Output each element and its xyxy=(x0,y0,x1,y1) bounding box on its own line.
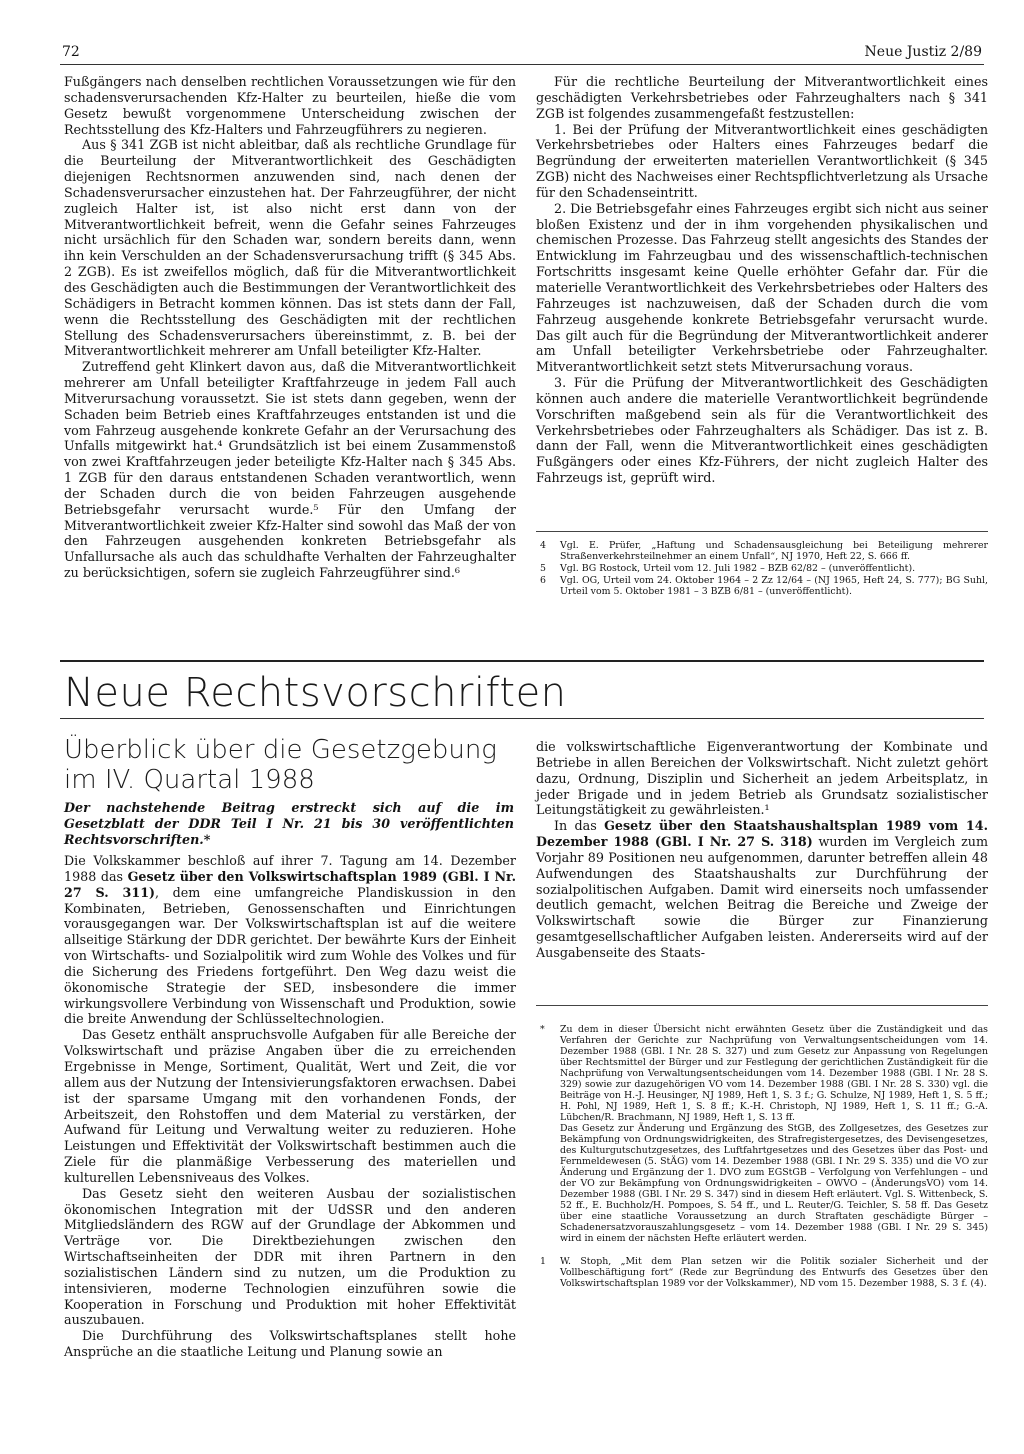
footnote-text: Vgl. BG Rostock, Urteil vom 12. Juli 1982 – BZB 62/82 – (unveröffentlicht). xyxy=(560,563,916,574)
footnote-text: Vgl. OG, Urteil vom 24. Oktober 1964 – 2 Zz 12/64 – (NJ 1965, Heft 24, S. 777); BG Suhl, Urteil vom 5. Oktober 1981 – 3 BZB 6/81 – (unveröffentlicht). xyxy=(560,575,988,597)
paragraph: Für die rechtliche Beurteilung der Mitverantwortlichkeit eines geschädigten Verkehrsbetriebes oder Fahrzeughalters nach § 341 ZGB ist folgendes zusammengefaßt festzustellen: xyxy=(536,74,988,121)
paragraph: Das Gesetz enthält anspruchsvolle Aufgaben für alle Bereiche der Volkswirtschaft und präzise Angaben über die zu erreichenden Ergebnisse in Menge, Sortiment, Qualität, Wert und Zeit, die vor allem aus der Nutzung der Intensivierungsfaktoren erwachsen. Dabei ist der sparsame Umgang mit den vorhandenen Fonds, der Arbeitszeit, den Rohstoffen und dem Material zu verstärken, der Aufwand für Leitung und Verwaltung weiter zu reduzieren. Hohe Leistungen und Effektivität der Volkswirtschaft bestimmen auch die Ziele für die planmäßige Verbesserung des materiellen und kulturellen Lebensniveaus des Volkes. xyxy=(64,1027,516,1185)
footnote-text: Vgl. E. Prüfer, „Haftung und Schadensausgleichung bei Beteiligung mehrerer Straßenverkehrsteilnehmer an einem Unfall“, NJ 1970, Heft 22, S. 666 ff. xyxy=(560,540,988,562)
text: wurden im Vergleich zum Vorjahr 89 Positionen neu aufgenommen, darunter betreffen allein 48 Aufwendungen des Staatshaushalts zur Durchführung der sozialpolitischen Aufgaben. Damit wird einerseits noch umfassender deutlich gemacht, welchen Beitrag die Bereiche und Zweige der Volkswirtschaft sowie die Bürger zur Finanzierung gesamtgesellschaftlicher Aufgaben leisten. Andererseits wird auf der Ausgabenseite des Staats- xyxy=(536,834,988,960)
footnote xyxy=(540,1024,988,1244)
paragraph: 2. Die Betriebsgefahr eines Fahrzeuges ergibt sich nicht aus seiner bloßen Existenz und der in ihm vorgehenden physikalischen und chemischen Prozesse. Das Fahrzeug stellt angesichts des Standes der Entwicklung im Fahrzeugbau und des wissenschaftlich-technischen Fortschritts insgesamt keine Quelle erhöhter Gefahr dar. Für die materielle Verantwortlichkeit des Verkehrsbetriebes oder Halters des Fahrzeuges ist nachzuweisen, daß der Schaden durch die vom Fahrzeug ausgehende konkrete Betriebsgefahr verursacht wurde. Das gilt auch für die Begründung der Mitverantwortlichkeit anderer am Unfall beteiligter Verkehrsbetriebe oder Fahrzeughalter. Mitverantwortlichkeit setzt stets Mitverursachung voraus. xyxy=(536,200,988,375)
footnote-marker: * xyxy=(540,1024,545,1035)
section-title: Neue Rechtsvorschriften xyxy=(64,670,567,716)
footnote xyxy=(540,540,988,562)
paragraph: Aus § 341 ZGB ist nicht ableitbar, daß als rechtliche Grundlage für die Beurteilung der Mitverantwortlichkeit des Geschädigten diejenigen Rechtsnormen anzuwenden sind, nach denen der Schadensverursacher einzustehen hat. Der Fahrzeugführer, der nicht zugleich Halter ist, ist also nicht erst dann von der Mitverantwortlichkeit befreit, wenn die Gefahr seines Fahrzeuges nicht ursächlich für den Schaden war, sondern bereits dann, wenn ihn kein Verschulden an der Schadensverursachung trifft (§ 345 Abs. 2 ZGB). Es ist zweifellos möglich, daß für die Mitverantwortlichkeit des Geschädigten auch die Bestimmungen der Verantwortlichkeit des Schädigers in Betracht kommen können. Das ist stets dann der Fall, wenn die Rechtsstellung des Geschädigten mit der rechtlichen Stellung des Schadensverursachers übereinstimmt, z. B. bei der Mitverantwortlichkeit mehrerer am Unfall beteiligter Kfz-Halter. xyxy=(64,137,516,359)
paragraph xyxy=(64,853,516,1027)
top-footnotes xyxy=(540,540,988,598)
article-title xyxy=(64,735,504,795)
running-title: Neue Justiz 2/89 xyxy=(864,44,982,60)
text: Die Volkskammer beschloß auf ihrer 7. Tagung am 14. Dezember 1988 das xyxy=(64,853,516,884)
paragraph: 3. Für die Prüfung der Mitverantwortlichkeit des Geschädigten können auch andere die materielle Verantwortlichkeit begründende Vorschriften maßgebend sein als für die Verantwortlichkeit des Verkehrsbetriebes oder Fahrzeughalters als Schädiger. Das ist z. B. dann der Fall, wenn die Mitverantwortlichkeit eines geschädigten Fußgängers oder eines Kfz-Führers, der nicht zugleich Halter des Fahrzeugs ist, geprüft wird. xyxy=(536,375,988,486)
paragraph: Die Durchführung des Volkswirtschaftsplanes stellt hohe Ansprüche an die staatliche Leitung und Planung sowie an xyxy=(64,1328,516,1360)
law-reference: Gesetz über den Staatshaushaltsplan 1989 vom 14. Dezember 1988 (GBl. I Nr. 27 S. 318) xyxy=(536,818,988,850)
footnote-marker: 5 xyxy=(540,563,546,574)
article-left-column xyxy=(64,853,516,1360)
footnote xyxy=(540,575,988,597)
article-title-line: im IV. Quartal 1988 xyxy=(64,765,315,795)
footnote-rule xyxy=(536,531,988,532)
paragraph xyxy=(536,818,988,961)
footnote-marker: 1 xyxy=(540,1256,546,1267)
paragraph: Zutreffend geht Klinkert davon aus, daß die Mitverantwortlichkeit mehrerer am Unfall beteiligter Kraftfahrzeuge in jedem Fall auch Mitverursachung voraussetzt. Sie ist stets dann gegeben, wenn der Schaden beim Betrieb eines Kraftfahrzeuges entstanden ist und die vom Fahrzeug ausgehende konkrete Gefahr an der Verursachung des Unfalls mitgewirkt hat.⁴ Grundsätzlich ist bei einem Zusammenstoß von zwei Kraftfahrzeugen jeder beteiligte Kfz-Halter nach § 345 Abs. 1 ZGB für den daraus entstandenen Schaden verantwortlich, wenn der Schaden durch die von beiden Fahrzeugen ausgehende Betriebsgefahr verursacht wurde.⁵ Für den Umfang der Mitverantwortlichkeit zweier Kfz-Halter sind sowohl das Maß der von den Fahrzeugen ausgehenden konkreten Betriebsgefahr als Unfallursache als auch das schuldhafte Verhalten der Fahrzeughalter zu berücksichtigen, sofern sie zugleich Fahrzeugführer sind.⁶ xyxy=(64,359,516,581)
top-left-column xyxy=(64,74,516,581)
page-number: 72 xyxy=(62,44,80,60)
section-rule xyxy=(60,660,984,662)
article-lead: Der nachstehende Beitrag erstreckt sich auf die im Gesetzblatt der DDR Teil I Nr. 21 bis 30 veröffentlichten Rechtsvorschriften.* xyxy=(64,800,514,847)
footnote-text: W. Stoph, „Mit dem Plan setzen wir die Politik sozialer Sicherheit und der Vollbeschäftigung fort“ (Rede zur Begründung des Entwurfs des Gesetzes über den Volkswirtschaftsplan 1989 vor der Volkskammer), ND vom 15. Dezember 1988, S. 3 f. (4). xyxy=(560,1256,988,1289)
top-right-column xyxy=(536,74,988,486)
text: , dem eine umfangreiche Plandiskussion in den Kombinaten, Betrieben, Genossenschaften und Einrichtungen vorausgegangen war. Der Volkswirtschaftsplan ist auf die weitere allseitige Stärkung der DDR gerichtet. Der bewährte Kurs der Einheit von Wirtschafts- und Sozialpolitik wird zum Wohle des Volkes und für die Sicherung des Friedens fortgeführt. Den Weg dazu weist die ökonomische Strategie der SED, insbesondere die immer wirkungsvollere Verbindung von Wissenschaft und Produktion, sowie die breite Anwendung der Schlüsseltechnologien. xyxy=(64,884,516,1027)
footnote xyxy=(540,563,988,574)
law-reference: Gesetz über den Volkswirtschaftsplan 1989 (GBl. I Nr. 27 S. 311) xyxy=(64,868,516,900)
paragraph: 1. Bei der Prüfung der Mitverantwortlichkeit eines geschädigten Verkehrsbetriebes oder Halters eines Fahrzeuges bedarf die Begründung der erweiterten materiellen Verantwortlichkeit (§ 345 ZGB) nicht des Nachweises einer Rechtspflichtverletzung als Ursache für den Schadenseintritt. xyxy=(536,121,988,200)
footnote-marker: 4 xyxy=(540,540,546,551)
footnote xyxy=(540,1256,988,1289)
footnote-rule xyxy=(536,1005,988,1006)
section-rule-bottom xyxy=(60,718,984,719)
footnote-marker: 6 xyxy=(540,575,546,586)
article-title-line: Überblick über die Gesetzgebung xyxy=(64,735,497,765)
footnote-text: Zu dem in dieser Übersicht nicht erwähnten Gesetz über die Zuständigkeit und das Verfahren der Gerichte zur Nachprüfung von Verwaltungsentscheidungen vom 14. Dezember 1988 (GBl. I Nr. 28 S. 327) und zum Gesetz zur Anpassung von Regelungen über Rechtsmittel der Bürger und zur Festlegung der gerichtlichen Zuständigkeit für die Nachprüfung von Verwaltungsentscheidungen vom 14. Dezember 1988 (GBl. I Nr. 28 S. 329) sowie zur dazugehörigen VO vom 14. Dezember 1988 (GBl. I Nr. 28 S. 330) vgl. die Beiträge von H.-J. Heusinger, NJ 1989, Heft 1, S. 3 f.; G. Schulze, NJ 1989, Heft 1, S. 5 ff.; H. Pohl, NJ 1989, Heft 1, S. 8 ff.; K.-H. Christoph, NJ 1989, Heft 1, S. 11 ff.; G.-A. Lübchen/R. Brachmann, NJ 1989, Heft 1, S. 13 ff. Das Gesetz zur Änderung und Ergänzung des StGB, des Zollgesetzes, des Gesetzes zur Bekämpfung von Ordnungswidrigkeiten, des Strafregistergesetzes, des Devisengesetzes, des Kulturgutschutzgesetzes, des Luftfahrtgesetzes und des Gesetzes über das Post- und Fernmeldewesen (5. StÄG) vom 14. Dezember 1988 (GBl. I Nr. 29 S. 335) und die VO zur Änderung und Ergänzung der 1. DVO zum EGStGB – Verfolgung von Verfehlungen – und der VO zur Bekämpfung von Ordnungswidrigkeiten – OWVO – (ÄnderungsVO) vom 14. Dezember 1988 (GBl. I Nr. 29 S. 347) sind in diesem Heft erläutert. Vgl. S. Wittenbeck, S. 52 ff., E. Buchholz/H. Pompoes, S. 54 ff., und L. Reuter/G. Teichler, S. 58 ff. Das Gesetz über eine staatliche Voraussetzung an durch Straftaten geschädigte Bürger – Schadenersatzvorauszahlungsgesetz – vom 14. Dezember 1988 (GBl. I Nr. 29 S. 345) wird in einem der nächsten Hefte erläutert werden. xyxy=(560,1024,988,1244)
bottom-footnotes xyxy=(540,1013,988,1301)
header-rule xyxy=(60,64,984,65)
text: In das xyxy=(554,818,605,834)
page-header xyxy=(62,44,982,64)
article-right-column xyxy=(536,739,988,961)
paragraph: Fußgängers nach denselben rechtlichen Voraussetzungen wie für den schadensverursachenden Kfz-Halter zu beurteilen, hieße die vom Gesetz bewußt vorgenommene Unterscheidung zwischen der Rechtsstellung des Kfz-Halters und Fahrzeugführers zu negieren. xyxy=(64,74,516,137)
paragraph: Das Gesetz sieht den weiteren Ausbau der sozialistischen ökonomischen Integration mit der UdSSR und den anderen Mitgliedsländern des RGW auf der Grundlage der Abkommen und Verträge vor. Die Direktbeziehungen zwischen den Wirtschaftseinheiten der DDR mit ihren Partnern in den sozialistischen Ländern sind zu nutzen, um die Produktion zu intensivieren, moderne Technologien einzuführen sowie die Kooperation in Forschung und Produktion mit hoher Effektivität auszubauen. xyxy=(64,1185,516,1328)
paragraph: die volkswirtschaftliche Eigenverantwortung der Kombinate und Betriebe in allen Bereichen der Volkswirtschaft. Nicht zuletzt gehört dazu, Ordnung, Disziplin und Sicherheit an jedem Arbeitsplatz, in jeder Brigade und in jedem Betrieb als Grundsatz sozialistischer Leitungstätigkeit zu gewährleisten.¹ xyxy=(536,739,988,818)
